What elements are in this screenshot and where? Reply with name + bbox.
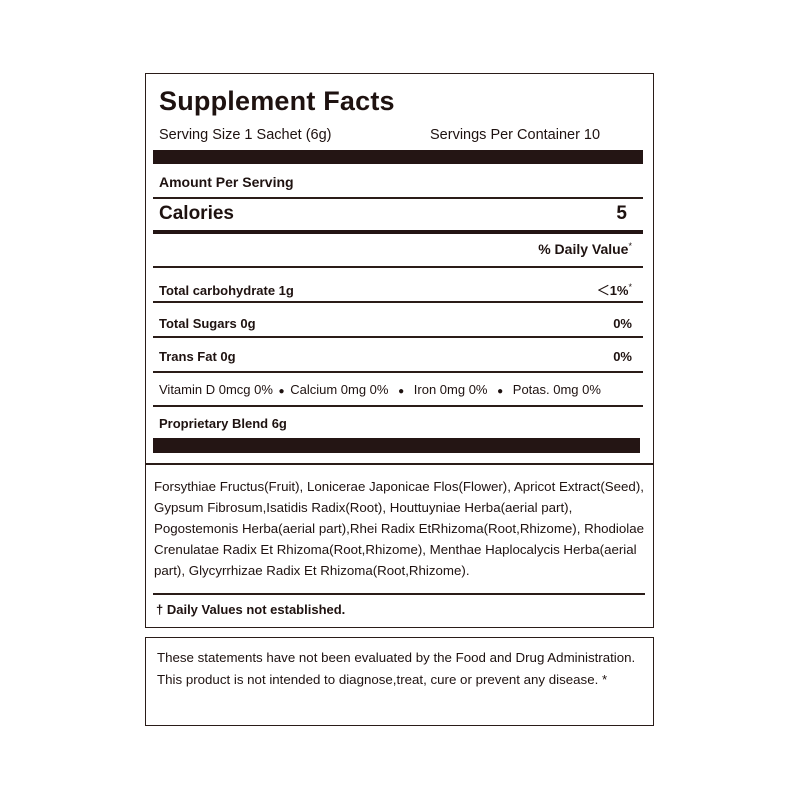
- thick-divider-top: [153, 150, 643, 164]
- amount-per-serving: Amount Per Serving: [159, 174, 294, 190]
- nutrient-row-dv: 0%: [613, 316, 632, 331]
- disclaimer-text: These statements have not been evaluated by the Food and Drug Administration. This product is not intended to diagnose,treat, cure or prevent any disease. *: [157, 650, 636, 687]
- nutrient-row-dv: 0%: [613, 349, 632, 364]
- ingredients-text: Forsythiae Fructus(Fruit), Lonicerae Japonicae Flos(Flower), Apricot Extract(Seed), Gypsum Fibrosum,Isatidis Radix(Root), Houttuyniae Herba(aerial part), Pogostemonis Herba(aerial part),Rhei Radix EtRhizoma(Root,Rhizome), Rhodiolae Crenulatae Radix Et Rhizoma(Root,Rhizome), Menthae Haplocalycis Herba(aerial part), Glycyrrhizae Radix Et Rhizoma(Root,Rhizome).: [154, 479, 644, 578]
- vitamins-line: [159, 382, 601, 397]
- nutrient-row-dv: ＜1%*: [596, 282, 632, 298]
- divider: [153, 405, 643, 407]
- disclaimer-panel: [145, 637, 654, 726]
- nutrient-row-name: Total carbohydrate 1g: [159, 283, 294, 298]
- supplement-facts-panel: [145, 73, 654, 628]
- calories-label: Calories: [159, 203, 234, 224]
- calcium: Calcium 0mg 0%: [290, 382, 389, 397]
- footnote: † Daily Values not established.: [156, 602, 346, 617]
- divider: [153, 266, 643, 268]
- label-title: Supplement Facts: [159, 86, 395, 116]
- vitamin-d: Vitamin D 0mcg 0%: [159, 382, 273, 397]
- nutrient-row-name: Trans Fat 0g: [159, 349, 236, 364]
- nutrient-row-name: Total Sugars 0g: [159, 316, 256, 331]
- thick-divider-bottom: [153, 438, 640, 453]
- proprietary-blend: Proprietary Blend 6g: [159, 416, 287, 431]
- calories-value: 5: [616, 203, 627, 224]
- divider: [153, 593, 645, 595]
- potassium: Potas. 0mg 0%: [512, 382, 601, 397]
- medium-divider: [153, 230, 643, 234]
- bullet-icon: ●: [497, 386, 504, 397]
- serving-size: Serving Size 1 Sachet (6g): [159, 127, 332, 143]
- divider: [153, 371, 643, 373]
- bullet-icon: ●: [278, 386, 285, 397]
- divider: [153, 336, 643, 338]
- divider: [153, 197, 643, 199]
- bullet-icon: ●: [398, 386, 405, 397]
- iron: Iron 0mg 0%: [413, 382, 488, 397]
- daily-value-header: % Daily Value*: [538, 241, 632, 257]
- divider: [153, 301, 643, 303]
- section-divider: [146, 463, 653, 465]
- servings-per-container: Servings Per Container 10: [430, 127, 601, 143]
